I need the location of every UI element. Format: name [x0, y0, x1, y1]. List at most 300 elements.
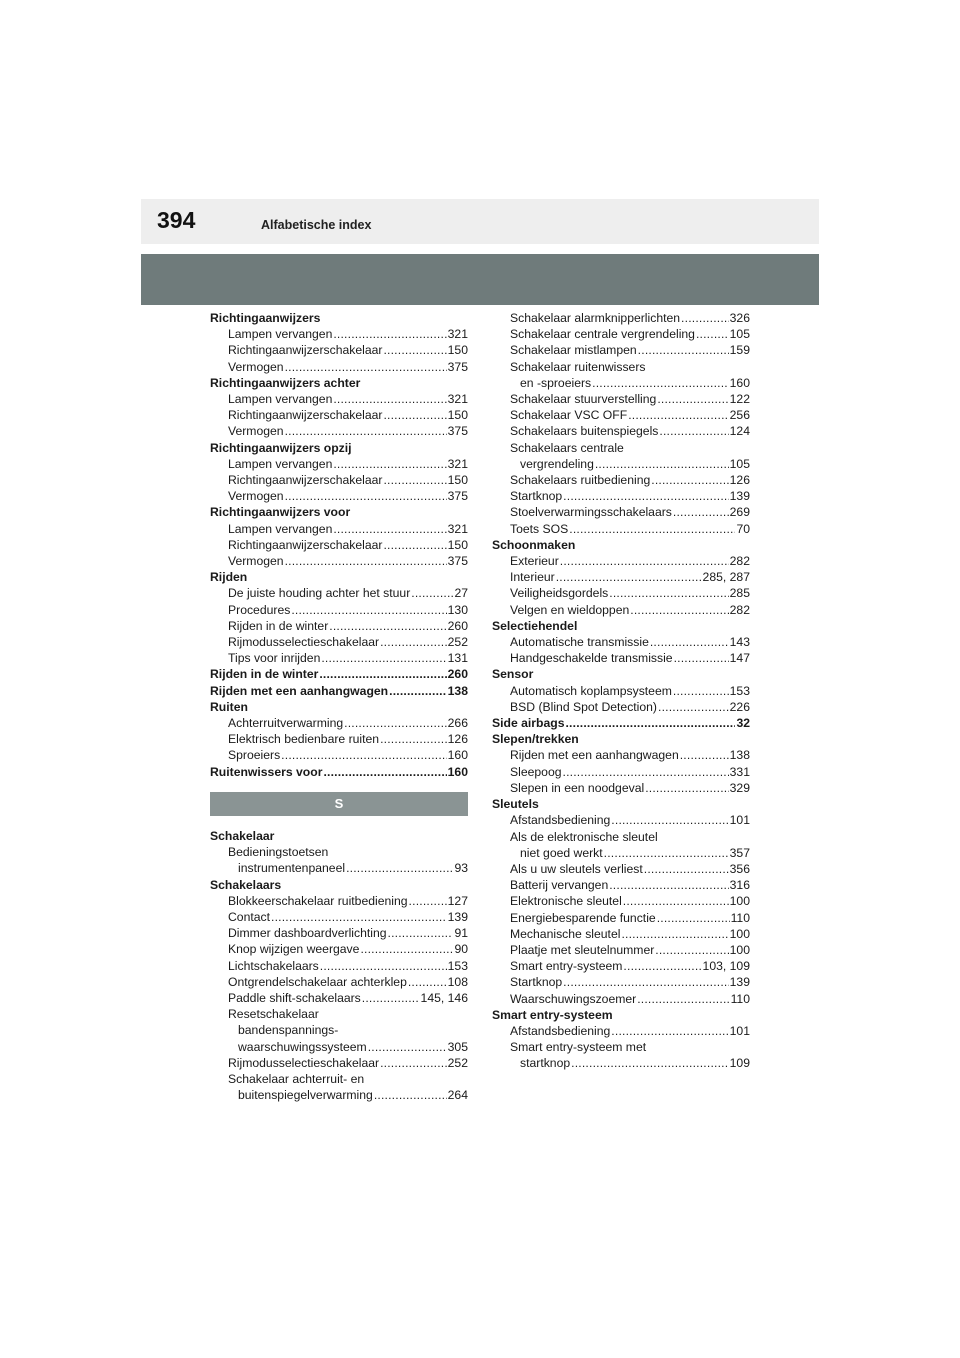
entry-term: Interieur	[510, 570, 555, 585]
entry-page: 375	[447, 489, 468, 504]
index-column-right	[492, 310, 750, 1072]
index-entry	[492, 812, 750, 828]
entry-page: 108	[447, 974, 468, 989]
entry-page: 282	[729, 602, 750, 617]
entry-term: Waarschuwingszoemer	[510, 991, 637, 1006]
entry-page: 32	[736, 716, 750, 731]
entry-page: 130	[447, 602, 468, 617]
dot-leader	[609, 877, 728, 893]
entry-term: Vermogen	[228, 554, 284, 569]
index-entry	[492, 521, 750, 537]
entry-term: vergrendeling	[520, 456, 594, 471]
index-subline: Als de elektronische sleutel	[510, 829, 658, 844]
index-entry	[210, 359, 468, 375]
entry-page: 145, 146	[420, 990, 468, 1005]
index-heading: Smart entry-systeem	[492, 1007, 613, 1022]
index-entry	[492, 974, 750, 990]
index-entry	[210, 893, 468, 909]
entry-term: Smart entry-systeem	[510, 959, 623, 974]
entry-page: 100	[729, 942, 750, 957]
index-entry	[210, 326, 468, 342]
entry-term: Afstandsbediening	[510, 1023, 611, 1038]
dot-leader	[623, 958, 701, 974]
index-entry	[210, 974, 468, 990]
index-entry	[210, 585, 468, 601]
index-subline: Schakelaar ruitenwissers	[510, 359, 646, 374]
entry-page: 321	[447, 521, 468, 536]
entry-term: Automatisch koplampsysteem	[510, 683, 672, 698]
entry-page: 282	[729, 554, 750, 569]
entry-term: Paddle shift-schakelaars	[228, 990, 361, 1005]
dot-leader	[323, 764, 446, 780]
dot-leader	[621, 926, 728, 942]
dot-leader	[563, 974, 728, 990]
entry-term: Automatische transmissie	[510, 635, 649, 650]
entry-page: 375	[447, 554, 468, 569]
entry-page: 256	[729, 408, 750, 423]
entry-page: 321	[447, 456, 468, 471]
index-entry	[210, 747, 468, 763]
dot-leader	[346, 860, 453, 876]
dot-leader	[569, 521, 735, 537]
entry-term: Schakelaar mistlampen	[510, 343, 637, 358]
entry-term: Elektronische sleutel	[510, 894, 622, 909]
dot-leader	[673, 683, 729, 699]
index-heading-entry	[210, 666, 468, 682]
entry-page: 226	[729, 699, 750, 714]
entry-term: Vermogen	[228, 359, 284, 374]
index-entry	[492, 391, 750, 407]
index-entry	[210, 860, 468, 876]
entry-term: Sproeiers	[228, 748, 281, 763]
entry-page: 139	[729, 489, 750, 504]
index-subline: Resetschakelaar	[228, 1007, 319, 1022]
entry-term: BSD (Blind Spot Detection)	[510, 699, 657, 714]
index-entry	[210, 1087, 468, 1103]
dot-leader	[344, 715, 447, 731]
entry-page: 138	[447, 683, 468, 698]
index-entry	[492, 602, 750, 618]
dot-leader	[285, 423, 447, 439]
entry-term: Lampen vervangen	[228, 521, 333, 536]
entry-page: 329	[729, 780, 750, 795]
dot-leader	[628, 407, 728, 423]
index-entry	[492, 893, 750, 909]
entry-term: Schakelaar centrale vergrendeling	[510, 327, 695, 342]
index-heading: Schakelaars	[210, 877, 282, 892]
index-entry	[210, 1055, 468, 1071]
index-entry	[492, 569, 750, 585]
index-entry	[210, 715, 468, 731]
dot-leader	[281, 747, 446, 763]
index-entry	[492, 488, 750, 504]
dot-leader	[374, 1087, 447, 1103]
index-entry	[210, 1039, 468, 1055]
index-entry	[492, 553, 750, 569]
entry-term: Rijmodusselectieschakelaar	[228, 1055, 380, 1070]
index-heading: Slepen/trekken	[492, 732, 579, 747]
index-entry	[210, 423, 468, 439]
dot-leader	[333, 326, 446, 342]
entry-page: 100	[729, 894, 750, 909]
index-heading-entry	[210, 764, 468, 780]
dot-leader	[609, 585, 728, 601]
page-number: 394	[157, 207, 196, 233]
index-entry	[492, 861, 750, 877]
entry-page: 159	[729, 343, 750, 358]
index-entry	[210, 941, 468, 957]
dot-leader	[380, 634, 447, 650]
index-entry	[210, 537, 468, 553]
dot-leader	[638, 342, 729, 358]
entry-term: Ruitenwissers voor	[210, 764, 323, 779]
entry-page: 90	[454, 942, 468, 957]
entry-term: Exterieur	[510, 554, 559, 569]
dot-leader	[329, 618, 446, 634]
dot-leader	[592, 375, 729, 391]
entry-page: 305	[447, 1039, 468, 1054]
entry-term: Schakelaar stuurverstelling	[510, 392, 657, 407]
index-entry	[492, 472, 750, 488]
index-entry	[492, 407, 750, 423]
entry-term: Dimmer dashboardverlichting	[228, 926, 387, 941]
index-entry	[492, 958, 750, 974]
index-entry	[492, 747, 750, 763]
entry-term: Vermogen	[228, 424, 284, 439]
entry-term: Rijden in de winter	[210, 667, 319, 682]
entry-term: Lampen vervangen	[228, 456, 333, 471]
index-heading: Richtingaanwijzers opzij	[210, 440, 352, 455]
entry-page: 70	[736, 521, 750, 536]
index-heading: Rijden	[210, 570, 248, 585]
index-entry	[210, 553, 468, 569]
entry-term: Lampen vervangen	[228, 327, 333, 342]
dot-leader	[623, 893, 729, 909]
entry-page: 356	[729, 861, 750, 876]
index-heading: Ruiten	[210, 699, 248, 714]
entry-page: 27	[454, 586, 468, 601]
index-entry	[492, 683, 750, 699]
index-entry	[492, 991, 750, 1007]
entry-page: 285, 287	[702, 570, 750, 585]
entry-term: Schakelaars ruitbediening	[510, 473, 651, 488]
index-entry	[210, 391, 468, 407]
index-letter-heading: S	[210, 792, 468, 816]
dot-leader	[333, 521, 446, 537]
index-heading: Richtingaanwijzers achter	[210, 375, 361, 390]
entry-page: 150	[447, 343, 468, 358]
entry-page: 260	[447, 618, 468, 633]
index-heading-entry	[210, 683, 468, 699]
entry-page: 331	[729, 764, 750, 779]
dot-leader	[285, 359, 447, 375]
dot-leader	[383, 537, 446, 553]
entry-term: Richtingaanwijzerschakelaar	[228, 537, 383, 552]
dot-leader	[271, 909, 447, 925]
index-subline: Schakelaar achterruit- en	[228, 1071, 365, 1086]
dot-leader	[380, 731, 447, 747]
entry-term: Startknop	[510, 489, 563, 504]
entry-page: 91	[454, 926, 468, 941]
dot-leader	[389, 683, 447, 699]
entry-page: 321	[447, 392, 468, 407]
dot-leader	[680, 747, 729, 763]
entry-page: 138	[729, 748, 750, 763]
entry-term: buitenspiegelverwarming	[238, 1088, 373, 1103]
dot-leader	[611, 812, 728, 828]
dot-leader	[657, 910, 730, 926]
entry-term: Stoelverwarmingsschakelaars	[510, 505, 672, 520]
entry-term: Richtingaanwijzerschakelaar	[228, 473, 383, 488]
entry-page: 150	[447, 473, 468, 488]
dot-leader	[595, 456, 729, 472]
dot-leader	[657, 391, 728, 407]
dot-leader	[604, 845, 729, 861]
index-entry	[210, 731, 468, 747]
entry-term: Mechanische sleutel	[510, 926, 621, 941]
index-entry	[210, 602, 468, 618]
dot-leader	[655, 942, 728, 958]
entry-term: waarschuwingssysteem	[238, 1039, 367, 1054]
dot-leader	[681, 310, 729, 326]
dot-leader	[285, 488, 447, 504]
index-column-left	[210, 310, 468, 1103]
index-entry	[492, 1055, 750, 1071]
index-heading: Schakelaar	[210, 828, 275, 843]
dot-leader	[644, 861, 729, 877]
entry-page: 153	[447, 958, 468, 973]
index-entry	[492, 942, 750, 958]
spacer	[210, 780, 468, 792]
entry-term: Vermogen	[228, 489, 284, 504]
index-entry	[492, 456, 750, 472]
index-subline: Schakelaars centrale	[510, 440, 624, 455]
index-entry	[492, 310, 750, 326]
index-entry	[492, 634, 750, 650]
entry-page: 110	[730, 991, 750, 1006]
entry-term: Blokkeerschakelaar ruitbediening	[228, 893, 408, 908]
dot-leader	[383, 342, 446, 358]
index-entry	[210, 488, 468, 504]
entry-page: 122	[729, 392, 750, 407]
entry-page: 160	[447, 764, 468, 779]
index-entry	[492, 845, 750, 861]
entry-term: niet goed werkt	[520, 845, 603, 860]
dot-leader	[611, 1023, 728, 1039]
dot-leader	[319, 666, 446, 682]
dot-leader	[362, 990, 420, 1006]
entry-term: Procedures	[228, 602, 291, 617]
entry-page: 101	[729, 1023, 750, 1038]
entry-page: 375	[447, 424, 468, 439]
entry-term: Rijden met een aanhangwagen	[210, 683, 389, 698]
entry-term: en -sproeiers	[520, 375, 592, 390]
entry-page: 110	[730, 910, 750, 925]
dot-leader	[411, 585, 453, 601]
entry-term: startknop	[520, 1056, 571, 1071]
page-header	[141, 199, 819, 244]
entry-page: 357	[729, 845, 750, 860]
index-heading: Schoonmaken	[492, 537, 576, 552]
dot-leader	[651, 472, 728, 488]
index-entry	[492, 699, 750, 715]
entry-page: 264	[447, 1088, 468, 1103]
entry-term: Elektrisch bedienbare ruiten	[228, 732, 380, 747]
entry-page: 316	[729, 878, 750, 893]
entry-page: 269	[729, 505, 750, 520]
dot-leader	[637, 991, 729, 1007]
index-entry	[210, 650, 468, 666]
dot-leader	[409, 893, 447, 909]
index-entry	[210, 909, 468, 925]
dot-leader	[380, 1055, 447, 1071]
entry-page: 126	[447, 732, 468, 747]
entry-term: Side airbags	[492, 716, 565, 731]
entry-term: Tips voor inrijden	[228, 651, 321, 666]
index-entry	[492, 423, 750, 439]
dot-leader	[659, 423, 728, 439]
entry-term: Rijden met een aanhangwagen	[510, 748, 679, 763]
index-entry	[492, 780, 750, 796]
entry-page: 375	[447, 359, 468, 374]
dot-leader	[645, 780, 728, 796]
dot-leader	[674, 650, 729, 666]
entry-term: Contact	[228, 909, 271, 924]
entry-term: Rijmodusselectieschakelaar	[228, 635, 380, 650]
entry-term: Veiligheidsgordels	[510, 586, 609, 601]
index-entry	[492, 1023, 750, 1039]
entry-page: 105	[729, 327, 750, 342]
entry-term: De juiste houding achter het stuur	[228, 586, 411, 601]
entry-term: Lampen vervangen	[228, 392, 333, 407]
dot-leader	[321, 650, 446, 666]
entry-page: 150	[447, 537, 468, 552]
index-entry	[210, 342, 468, 358]
index-entry	[492, 764, 750, 780]
entry-page: 101	[729, 813, 750, 828]
index-entry	[492, 504, 750, 520]
entry-page: 100	[729, 926, 750, 941]
dot-leader	[285, 553, 447, 569]
dot-leader	[383, 472, 446, 488]
entry-page: 150	[447, 408, 468, 423]
index-entry	[210, 618, 468, 634]
entry-page: 252	[447, 635, 468, 650]
dot-leader	[696, 326, 729, 342]
entry-page: 109	[729, 1056, 750, 1071]
index-heading: Richtingaanwijzers voor	[210, 505, 351, 520]
entry-term: Afstandsbediening	[510, 813, 611, 828]
entry-page: 326	[729, 311, 750, 325]
entry-term: Richtingaanwijzerschakelaar	[228, 408, 383, 423]
entry-term: Sleepoog	[510, 764, 562, 779]
index-entry	[210, 472, 468, 488]
dot-leader	[560, 553, 729, 569]
dot-leader	[556, 569, 702, 585]
entry-page: 252	[447, 1055, 468, 1070]
dot-leader	[333, 456, 446, 472]
entry-term: Batterij vervangen	[510, 878, 609, 893]
entry-page: 103, 109	[702, 959, 750, 974]
dot-leader	[563, 764, 729, 780]
dot-leader	[408, 974, 447, 990]
entry-page: 126	[729, 473, 750, 488]
entry-term: Knop wijzigen weergave	[228, 942, 360, 957]
entry-term: Startknop	[510, 975, 563, 990]
dot-leader	[383, 407, 446, 423]
entry-term: Rijden in de winter	[228, 618, 329, 633]
entry-term: Lichtschakelaars	[228, 958, 319, 973]
entry-page: 93	[454, 861, 468, 876]
header-band	[141, 254, 819, 305]
dot-leader	[673, 504, 729, 520]
index-entry	[492, 926, 750, 942]
entry-page: 143	[729, 635, 750, 650]
index-subline: Bedieningstoetsen	[228, 845, 329, 860]
entry-page: 266	[447, 716, 468, 731]
entry-page: 321	[447, 327, 468, 342]
entry-page: 105	[729, 456, 750, 471]
dot-leader	[658, 699, 729, 715]
index-entry	[210, 958, 468, 974]
entry-page: 139	[729, 975, 750, 990]
header-title: Alfabetische index	[261, 218, 372, 232]
index-entry	[492, 650, 750, 666]
dot-leader	[565, 715, 735, 731]
entry-page: 160	[447, 748, 468, 763]
entry-page: 124	[729, 424, 750, 439]
entry-term: Ontgrendelschakelaar achterklep	[228, 974, 407, 989]
entry-term: Schakelaar alarmknipperlichten	[510, 311, 681, 325]
index-entry	[210, 634, 468, 650]
index-entry	[210, 925, 468, 941]
entry-term: Handgeschakelde transmissie	[510, 651, 673, 666]
dot-leader	[630, 602, 728, 618]
entry-page: 139	[447, 909, 468, 924]
index-heading: Selectiehendel	[492, 618, 578, 633]
index-heading: Richtingaanwijzers	[210, 311, 321, 325]
entry-term: Richtingaanwijzerschakelaar	[228, 343, 383, 358]
entry-term: Velgen en wieldoppen	[510, 602, 630, 617]
index-entry	[492, 585, 750, 601]
entry-page: 260	[447, 667, 468, 682]
entry-term: Toets SOS	[510, 521, 569, 536]
dot-leader	[563, 488, 728, 504]
dot-leader	[368, 1039, 447, 1055]
index-entry	[492, 342, 750, 358]
entry-page: 127	[447, 893, 468, 908]
index-entry	[492, 375, 750, 391]
entry-term: instrumentenpaneel	[238, 861, 346, 876]
dot-leader	[360, 941, 453, 957]
entry-page: 147	[729, 651, 750, 666]
index-heading-entry	[492, 715, 750, 731]
entry-page: 131	[447, 651, 468, 666]
entry-term: Als u uw sleutels verliest	[510, 861, 643, 876]
dot-leader	[291, 602, 446, 618]
dot-leader	[650, 634, 729, 650]
index-entry	[492, 326, 750, 342]
index-subline: bandenspannings-	[238, 1023, 339, 1038]
entry-term: Schakelaars buitenspiegels	[510, 424, 659, 439]
entry-page: 153	[729, 683, 750, 698]
index-entry	[210, 990, 468, 1006]
entry-term: Energiebesparende functie	[510, 910, 656, 925]
entry-term: Achterruitverwarming	[228, 716, 344, 731]
index-entry	[492, 910, 750, 926]
entry-page: 160	[729, 375, 750, 390]
index-entry	[210, 456, 468, 472]
